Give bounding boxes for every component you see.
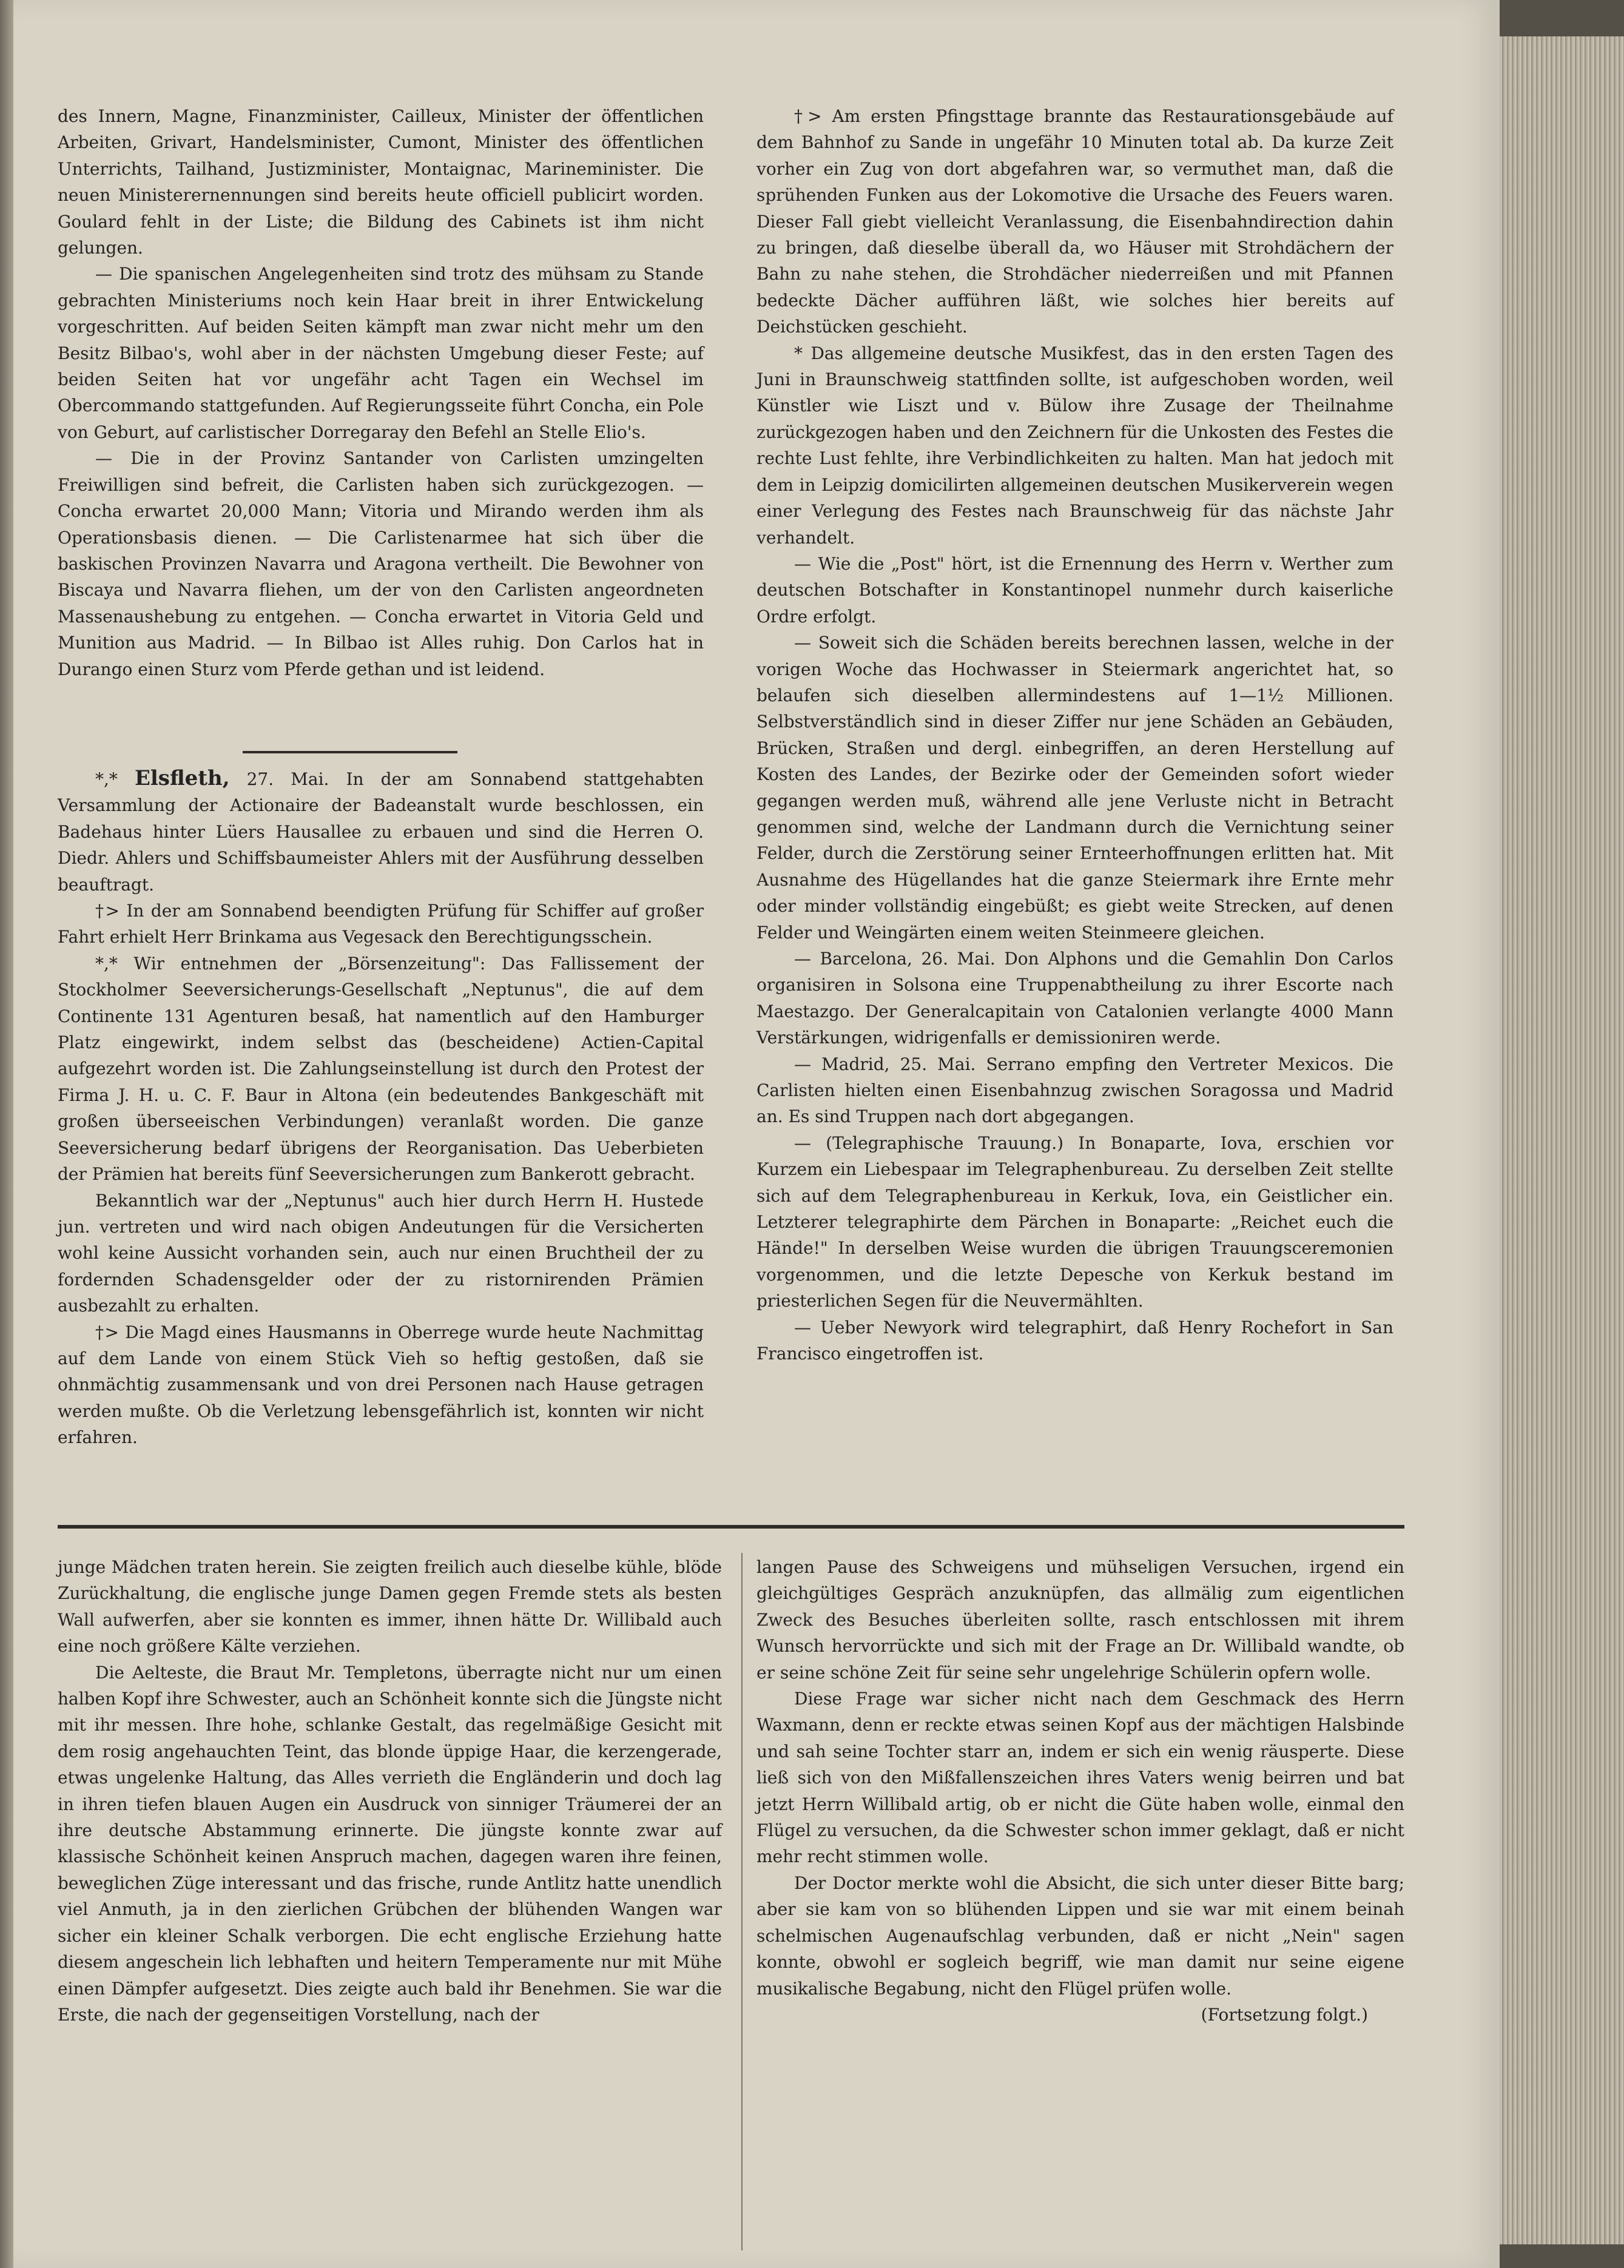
column-divider [741,1553,743,2250]
upper-left-column-part2 [58,766,704,1451]
paragraph: — Wie die „Post" hört, ist die Ernennung des Herrn v. Werther zum deutschen Botschafter in Konstantinopel nunmehr durch kaiserliche Ordre erfolgt. [756,553,1393,627]
feuilleton-separator [58,1525,1404,1529]
book-gutter [0,0,13,2268]
paragraph: — Madrid, 25. Mai. Serrano empfing den Vertreter Mexicos. Die Carlisten hielten einen Eisenbahnzug zwischen Soragossa und Madrid an. Es sind Truppen nach dort abgegangen. [756,1054,1393,1127]
paragraph: — (Telegraphische Trauung.) In Bonaparte, Iova, erschien vor Kurzem ein Liebespaar im Telegraphenbureau. Zu derselben Zeit stellte sich auf dem Telegraphenbureau in Kerkuk, Iova, ein Geistlicher ein. Letzterer telegraphirte dem Pärchen in Bonaparte: „Reichet euch die Hände!" In derselben Weise wurden die übrigen Trauungsceremonien vorgenommen, und die letzte Depesche von Kerkuk bestand im priesterlichen Segen für die Neuvermählten. [756,1132,1393,1311]
upper-left-column-part1 [58,103,704,682]
upper-right-column [756,103,1393,1367]
lower-left-column [58,1554,722,2028]
paragraph [58,766,704,898]
lower-right-column [756,1554,1404,2028]
paragraph: Der Doctor merkte wohl die Absicht, die sich unter dieser Bitte barg; aber sie kam von so blühenden Lippen und sie war mit einem beinah schelmischen Augenaufschlag verbunden, daß er nicht „Nein" sagen konnte, obwohl er sogleich begriff, wie man damit nur seine eigene musikalische Begabung, nicht den Flügel prüfen wolle. [756,1873,1404,1999]
paragraph: langen Pause des Schweigens und mühseligen Versuchen, irgend ein gleichgültiges Gespräch anzuknüpfen, das allmälig zum eigentlichen Zweck des Besuches überleiten sollte, rasch entschlossen mit ihrem Wunsch hervorrückte und sich mit der Frage an Dr. Willibald wandte, ob er seine schöne Zeit für seine sehr ungelehrige Schülerin opfern wolle. [756,1557,1404,1683]
paragraph: Diese Frage war sicher nicht nach dem Geschmack des Herrn Waxmann, denn er reckte etwas seinen Kopf aus der mächtigen Halsbinde und sah seine Tochter starr an, indem er sich ein wenig räusperte. Diese ließ sich von den Mißfallenszeichen ihres Vaters wenig beirren und bat jetzt Herrn Willibald artig, ob er nicht die Güte haben wolle, einmal den Flügel zu versuchen, da die Schwester schon immer geklagt, daß er nicht mehr recht stimmen wolle. [756,1689,1404,1867]
paragraph: — Barcelona, 26. Mai. Don Alphons und die Gemahlin Don Carlos organisiren in Solsona eine Truppenabtheilung zu ihrer Escorte nach Maestazgo. Der Generalcapitain von Catalonien verlangte 4000 Mann Verstärkungen, widrigenfalls er demissioniren werde. [756,949,1393,1048]
paragraph: — Ueber Newyork wird telegraphirt, daß Henry Rochefort in San Francisco eingetroffen ist. [756,1317,1393,1364]
paragraph: Die Aelteste, die Braut Mr. Templetons, überragte nicht nur um einen halben Kopf ihre Schwester, auch an Schönheit konnte sich die Jüngste nicht mit ihr messen. Ihre hohe, schlanke Gestalt, das regelmäßige Gesicht mit dem rosig angehauchten Teint, das blonde üppige Haar, die kerzengerade, etwas ungelenke Haltung, das Alles verrieth die Engländerin und doch lag in ihren tiefen blauen Augen ein Ausdruck von sinniger Träumerei der an ihre deutsche Abstammung erinnerte. Die jüngste konnte zwar auf klassische Schönheit keinen Anspruch machen, dagegen waren ihre feinen, beweglichen Züge interessant und das frische, runde Antlitz hatte unendlich viel Anmuth, ja in den zierlichen Grübchen der blühenden Wangen war sicher ein kleiner Schalk verborgen. Die echt englische Erziehung hatte diesem angeschein lich lebhaften und heitern Temperamente nur mit Mühe einen Dämpfer aufgesetzt. Dies zeigte auch bald ihr Benehmen. Sie war die Erste, die nach der gegenseitigen Vorstellung, nach der [58,1662,722,2025]
continuation-note: (Fortsetzung folgt.) [1201,2004,1368,2025]
paragraph: †> Am ersten Pfingsttage brannte das Restaurationsgebäude auf dem Bahnhof zu Sande in ungefähr 10 Minuten total ab. Da kurze Zeit vorher ein Zug von dort abgefahren war, so vermuthet man, daß die sprühenden Funken aus der Lokomotive die Ursache des Feuers waren. Dieser Fall giebt vielleicht Veranlassung, die Eisenbahndirection dahin zu bringen, daß dieselbe überall da, wo Häuser mit Strohdächern der Bahn zu nahe stehen, die Strohdächer niederreißen und mit Pfannen bedeckte Dächer aufführen läßt, wie solches hier bereits auf Deichstücken geschieht. [756,106,1393,337]
page-edges [1500,36,1624,2244]
dateline-heading: Elsfleth, [134,766,230,790]
paragraph: * Das allgemeine deutsche Musikfest, das in den ersten Tagen des Juni in Braunschweig stattfinden sollte, ist aufgeschoben worden, weil Künstler wie Liszt und v. Bülow ihre Zusage der Theilnahme zurückgezogen haben und den Zeichnern für die Unkosten des Festes die rechte Lust fehlte, ihre Verbindlichkeiten zu halten. Man hat jedoch mit dem in Leipzig domicilirten allgemeinen deutschen Musikerverein wegen einer Verlegung des Festes nach Braunschweig für das nächste Jahr verhandelt. [756,343,1393,548]
paragraph: junge Mädchen traten herein. Sie zeigten freilich auch dieselbe kühle, blöde Zurückhaltung, die englische junge Damen gegen Fremde stets als besten Wall aufwerfen, aber sie konnten es immer, ihnen hätte Dr. Willibald auch eine noch größere Kälte verziehen. [58,1557,722,1657]
paragraph: †> In der am Sonnabend beendigten Prüfung für Schiffer auf großer Fahrt erhielt Herr Brinkama aus Vegesack den Berechtigungsschein. [58,901,704,947]
paragraph: †> Die Magd eines Hausmanns in Oberrege wurde heute Nachmittag auf dem Lande von einem Stück Vieh so heftig gestoßen, daß sie ohnmächtig zusammensank und von drei Personen nach Hause getragen werden mußte. Ob die Verletzung lebensgefährlich ist, konnten wir nicht erfahren. [58,1322,704,1448]
paragraph: Bekanntlich war der „Neptunus" auch hier durch Herrn H. Hustede jun. vertreten und wird nach obigen Andeutungen für die Versicherten wohl keine Aussicht vorhanden sein, auch nur einen Bruchtheil der zu fordernden Schadensgelder oder der zu ristornirenden Prämien ausbezahlt zu erhalten. [58,1190,704,1316]
paragraph: — Die spanischen Angelegenheiten sind trotz des mühsam zu Stande gebrachten Ministeriums noch kein Haar breit in ihrer Entwickelung vorgeschritten. Auf beiden Seiten kämpft man zwar nicht mehr um den Besitz Bilbao's, wohl aber in der nächsten Umgebung dieser Feste; auf beiden Seiten hat vor ungefähr acht Tagen ein Wechsel im Obercommando stattgefunden. Auf Regierungsseite führt Concha, ein Pole von Geburt, auf carlistischer Dorregaray den Befehl an Stelle Elio's. [58,264,704,442]
paragraph: — Die in der Provinz Santander von Carlisten umzingelten Freiwilligen sind befreit, die Carlisten haben sich zurückgezogen. — Concha erwartet 20,000 Mann; Vitoria und Mirando werden ihm als Operationsbasis dienen. — Die Carlistenarmee hat sich über die baskischen Provinzen Navarra und Aragona vertheilt. Die Bewohner von Biscaya und Navarra fliehen, um der von den Carlisten angeordneten Massenaushebung zu entgehen. — Concha erwartet in Vitoria Geld und Munition aus Madrid. — In Bilbao ist Alles ruhig. Don Carlos hat in Durango einen Sturz vom Pferde gethan und ist leidend. [58,448,704,679]
section-marker: *,* [95,769,118,789]
paragraph: — Soweit sich die Schäden bereits berechnen lassen, welche in der vorigen Woche das Hochwasser in Steiermark angerichtet hat, so belaufen sich dieselben allermindestens auf 1—1½ Millionen. Selbstverständlich sind in dieser Ziffer nur jene Schäden an Gebäuden, Brücken, Straßen und dergl. einbegriffen, an deren Herstellung auf Kosten des Landes, der Bezirke oder der Gemeinden sofort wieder gegangen werden muß, während alle jene Verluste nicht in Betracht genommen sind, welche der Landmann durch die Vernichtung seiner Felder, durch die Zerstörung seiner Ernteerhoffnungen erlitten hat. Mit Ausnahme des Hügellandes hat die ganze Steiermark ihre Ernte mehr oder minder vollständig eingebüßt; es giebt weite Strecken, auf denen Felder und Weingärten einem weiten Steinmeere gleichen. [756,633,1393,943]
paragraph-text: 27. Mai. In der am Sonnabend stattgehabten Versammlung der Actionaire der Badeanstalt wurde beschlossen, ein Badehaus hinter Lüers Hausallee zu erbauen und sind die Herren O. Diedr. Ahlers und Schiffsbaumeister Ahlers mit der Ausführung desselben beauftragt. [58,769,704,895]
section-rule [243,751,457,753]
paragraph: des Innern, Magne, Finanzminister, Cailleux, Minister der öffentlichen Arbeiten, Grivart, Handelsminister, Cumont, Minister des öffentlichen Unterrichts, Tailhand, Justizminister, Montaignac, Marineminister. Die neuen Ministerernennungen sind bereits heute officiell publicirt worden. Goulard fehlt in der Liste; die Bildung des Cabinets ist ihm nicht gelungen. [58,106,704,258]
paragraph: *,* Wir entnehmen der „Börsenzeitung": Das Fallissement der Stockholmer Seeversicherungs-Gesellschaft „Neptunus", die auf dem Continente 131 Agenturen besaß, hat namentlich auf den Hamburger Platz eingewirkt, indem selbst das (bescheidene) Actien-Capital aufgezehrt worden ist. Die Zahlungseinstellung ist durch den Protest der Firma J. H. u. C. F. Baur in Altona (ein bedeutendes Bankgeschäft mit großen überseeischen Verbindungen) veranlaßt worden. Die ganze Seeversicherung bedarf übrigens der Reorganisation. Das Ueberbieten der Prämien hat bereits fünf Seeversicherungen zum Bankerott gebracht. [58,953,704,1185]
